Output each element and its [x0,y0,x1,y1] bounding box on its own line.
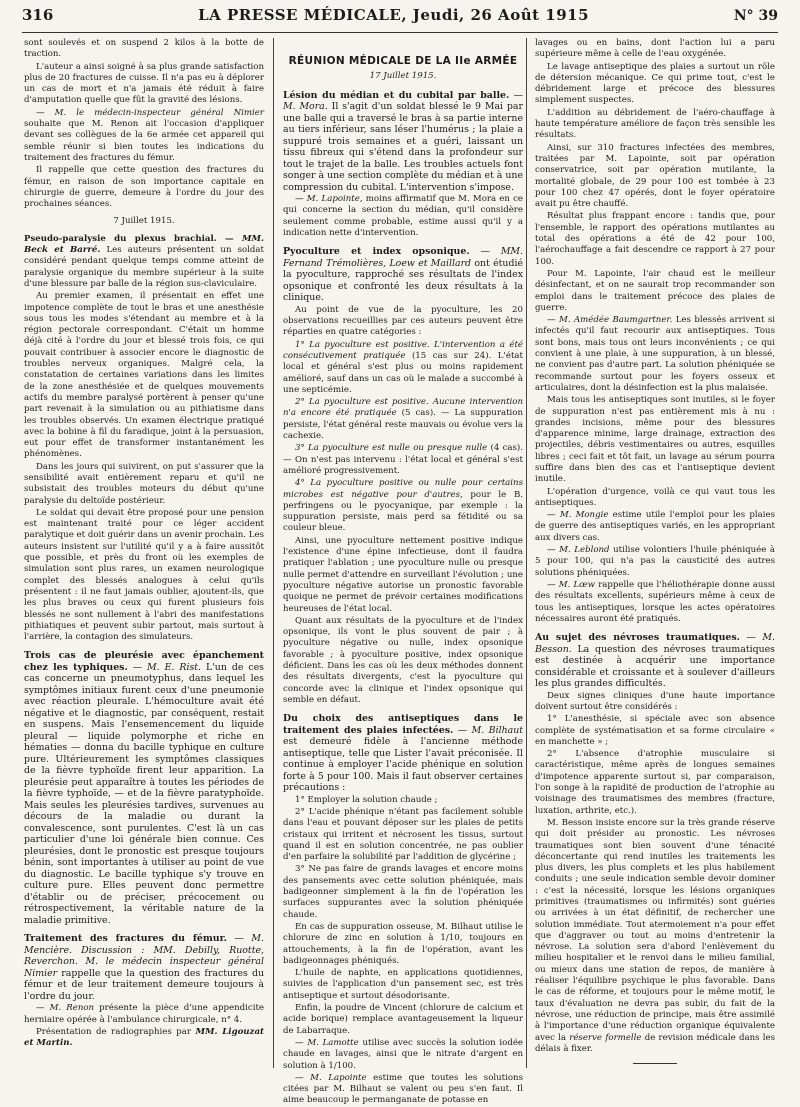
list-item-text: (5 cas). — La suppuration persiste, l'état général reste mauvais ou évolue vers la cachexie. [283,408,523,442]
speaker: — M. Amédée Baumgartner. [547,315,673,326]
paragraph: Quant aux résultats de la pyoculture et de l'index opsonique, ils vont le plus souvent de pair ; à pyoculture négative ou nulle, index opsonique favorable ; à pyoculture positive, index opsonique déficient. Dans les cas où les deux méthodes donnent des résultats divergents, c'est la pyoculture qui concorde avec la clinique et l'index opsonique qui semble en défaut. [283,615,523,705]
article [283,90,523,194]
list-item-lead: 4° La pyoculture positive ou nulle pour certains microbes est négative pour d'autres, [283,478,523,500]
paragraph-text: M. Besson insiste encore sur la très grande réserve qui doit présider au pronostic. Les névroses traumatiques sont bien souvent d'une ténacité déconcertante qui rend inutiles les traitements les plus divers, les plus complets et les plus habilement conduits ; une seule indication semble devoir dominer : c'est la nécessité, lorsque les lésions organiques primitives (traumatismes ou infirmités) sont guéries ou arrivées à un état définitif, de rechercher une solution immédiate. Tout atermoiement n'a pour effet que d'aggraver ou tout au moins d'entretenir la névrose. La solution sera d'abord l'enlèvement du milieu hospitalier et le renvoi dans le milieu familial, ou mieux dans une station de repos, de manière à réaliser l'équilibre psychique le plus favorable. Dans le cas de réforme, et toujours pour le même motif, le taux d'évaluation ne devra pas subir, du fait de la névrose, une réduction de principe, mais être assimilé à l'importance d'une réduction organique équivalente avec la [535,817,775,1043]
paragraph: Le lavage antiseptique des plaies a surtout un rôle de détersion mécanique. Ce qui prime tout, c'est le débridement large et précoce des blessures simplement suspectes. [535,61,775,106]
speaker: — M. le médecin-inspecteur général Nimier [36,107,264,118]
list-item-text: (4 cas). — On n'est pas intervenu : l'état local et général s'est amélioré progressivement. [283,443,523,476]
article [24,650,264,926]
session-date: 17 Juillet 1915. [369,71,437,82]
list-item [283,478,523,534]
article-text: rappelle que la question des fractures du fémur et de leur traitement demeure toujours à l'ordre du jour. [24,967,264,1002]
paragraph: Dans les jours qui suivirent, on put s'assurer que la sensibilité avait entièrement reparu et qu'il ne subsistait des troubles moteurs du début qu'une paralysie du deltoïde postérieur. [24,461,264,506]
speaker: — M. Mongie [547,510,609,521]
paragraph-text: moins affirmatif que M. Mora en ce qui concerne la section du médian, qu'il considère seulement comme probable, estime aussi qu'il y a indication nette d'intervention. [283,194,523,238]
issue-date: Jeudi, 26 Août 1915 [412,6,590,24]
article-authors: — M. Mencière. Discussion : MM. Debilly, Ruotte, Reverchon. M. le médecin inspecteur général Nimier [24,933,265,979]
article [283,246,523,304]
journal-name: LA PRESSE MÉDICALE, [198,6,408,24]
speaker: — M. Renon [36,1003,95,1014]
article-text: ont étudié la pyoculture, rapproché ses résultats de l'index opsonique et confronté les deux résultats à la clinique. [283,257,523,304]
paragraph: L'opération d'urgence, voilà ce qui vaut tous les antiseptiques. [535,486,775,508]
article-title: Trois cas de pleurésie avec épanchement chez les typhiques. [24,650,264,673]
paragraph: Le soldat qui devait être proposé pour une pension est maintenant traité pour ce léger accident paralytique et doit guérir dans un avenir prochain. Les auteurs insistent sur l'utilité qu'il y a à faire aussitôt que possible, et près du front où les exemples de simulation sont plus rares, un examen neurologique complet des blessés analogues à celui qu'ils présentent : il ne faut jamais oublier, ajoutent-ils, que les plus braves ou ceux qui furent plusieurs fois blessés ne sont nullement à l'abri des manifestations pithiatiques et peuvent subir partout, mais surtout à l'arrière, la contagion des simulateurs. [24,507,264,643]
paragraph: Ainsi, sur 310 fractures infectées des membres, traitées par M. Lapointe, soit par opération conservatrice, soit par opération mutilante, la mortalité globale, de 29 pour 100 est tombée à 23 pour 100 chez 47 opérés, dont le foyer opératoire avait pu être chauffé. [535,142,775,210]
paragraph: Au point de vue de la pyoculture, les 20 observations recueillies par ces auteurs peuvent être réparties en quatre catégories : [283,304,523,338]
paragraph: Enfin, la poudre de Vincent (chlorure de calcium et acide borique) remplace avantageusement la liqueur de Labarraque. [283,1003,523,1036]
list-item-lead: 1° La pyoculture est positive. L'intervention a été consécutivement pratiquée [283,339,523,361]
paragraph [535,315,775,394]
paragraph-text: estime que toutes les solutions citées par M. Bilhaut se valent ou peu s'en faut. Il aime beaucoup le permanganate de potasse en [283,1072,523,1106]
article-authors: — M. Bilhaut [453,724,524,736]
paragraph: L'auteur a ainsi soigné à sa plus grande satisfaction plus de 20 fractures de cuisse. Il n'a pas eu à déplorer un cas de mort et n'a jamais été réduit à faire d'amputation quelle que fût la gravité des lésions. [24,61,264,106]
page-number: 316 [22,6,54,24]
session-date: 7 Juillet 1915. [113,216,175,227]
paragraph: Deux signes cliniques d'une haute importance doivent surtout être considérés : [535,690,775,712]
paragraph: L'addition au débridement de l'aéro-chauffage à haute température améliore de façon très sensible les résultats. [535,107,775,141]
article-authors: — MM. Fernand Trémolières, Loew et Maillard [283,246,524,269]
article-authors: — M. E. Rist. [127,661,202,673]
end-rule [633,1063,677,1064]
speaker: — M. Lapointe, [295,194,363,205]
list-item: 1° Employer la solution chaude ; [295,794,438,805]
article-authors: — M. Mora. [283,89,523,113]
article-title: Pseudo-paralysie du plexus brachial. [24,233,217,244]
speaker: MM. Ligouzat et Martin. [24,1027,264,1049]
paragraph [24,108,264,164]
list-item [283,340,523,396]
article-title: Traitement des fractures du fémur. [24,933,227,945]
article-text: La question des névroses traumatiques est destinée à acquérir une importance considérable et croissante et à soulever d'ailleurs les plus grandes difficultés. [535,643,775,690]
article [535,632,775,690]
list-item-text: (15 cas sur 24). L'état local et général s'est plus ou moins rapidement amélioré, sauf dans un cas où le malade a succombé à une septicémie. [283,350,523,395]
paragraph-text: rappelle que l'héliothérapie donne aussi des résultats excellents, supérieurs même à ceux de tous les antiseptiques, lorsque les actes opératoires nécessaires auront été pratiqués. [535,579,775,624]
article-text: est demeuré fidèle à l'ancienne méthode antiseptique, telle que Lister l'avait préconisée. Il continue à employer l'acide phénique en solution forte à 5 pour 100. Mais il faut observer certaines précautions : [283,736,523,794]
article-authors: — MM. Beck et Barré. [24,233,264,256]
list-item-lead: 3° La pyoculture est nulle ou presque nulle [295,443,488,454]
article-title: Du choix des antiseptiques dans le traitement des plaies infectées. [283,713,523,736]
paragraph: Ainsi, une pyoculture nettement positive indique l'existence d'une épine infectieuse, dont il faudra pratiquer l'ablation ; une pyoculture nulle ou presque nulle permet d'attendre en surveillant l'évolution ; une pyoculture négative autorise un pronostic favorable quoique ne permet de prévoir certaines modifications heureuses de l'état local. [283,535,523,614]
paragraph [535,510,775,544]
column-rule-2 [526,38,527,1068]
list-item: 2° L'absence d'atrophie musculaire si caractéristique, même après de longues semaines d'impotence apparente surtout si, par comparaison, l'on songe à la rapidité de production de l'atrophie au voisinage des traumatismes des membres (fracture, luxation, arthrite, etc.). [535,749,775,816]
speaker: — M. Lapointe [295,1072,367,1083]
column-3 [535,38,775,1074]
column-1 [24,38,264,1074]
paragraph [535,580,775,625]
paragraph-text: de revision médicale dans les délais à fixer. [535,1032,775,1054]
paragraph-text: Présentation de radiographies par [36,1027,196,1038]
list-item: 1° L'anesthésie, si spéciale avec son absence complète de systématisation et sa forme circulaire « en manchette » ; [535,714,775,747]
paragraph: Il rappelle que cette question des fractures du fémur, en raison de son importance capitale en chirurgie de guerre, demeure à l'ordre du jour des prochaines séances. [24,165,264,210]
speaker: — M. Leblond [547,545,610,556]
article-text: L'un de ces cas concerne un pneumotyphus, dans lequel les symptômes initiaux furent ceux d'une pneumonie avec réaction pleurale. L'hémoculture avait été négative et le diagnostic, par conséquent, restait en suspens. Mais l'ensemencement du liquide pleural — liquide polymorphe et riche en hématies — donna du bacille typhique en culture pure. Ultérieurement les symptômes classiques de la fièvre typhoïde firent leur apparition. La pleurésie peut apparaître à toutes les périodes de la fièvre typhoïde, — et de la fièvre paratyphoïde. Mais seules les pleurésies tardives, survenues au décours de la maladie ou durant la convalescence, sont purulentes. C'est là un cas particulier d'une loi générale bien connue. Ces pleurésies, dont le pronostic est presque toujours bénin, sont importantes à utiliser au point de vue du diagnostic. Le bacille typhique s'y trouve en culture pure. Elles peuvent donc permettre d'établir ou de préciser, précocement ou rétrospectivement, la véritable nature de la maladie primitive. [24,661,264,926]
paragraph-text: utilise avec succès la solution iodée chaude en lavages, ainsi que le nitrate d'argent en solution à 1/100. [283,1037,524,1071]
paragraph [535,818,775,1055]
paragraph-text: présente la pièce d'une appendicite herniaire opérée à l'ambulance chirurgicale, n° 4. [24,1003,264,1025]
list-item-text: pour le B. perfringens ou le pyocyanique, par exemple : la suppuration persiste, mais perd sa fétidité ou sa couleur bleue. [283,489,523,534]
article [24,234,264,290]
paragraph: Mais tous les antiseptiques sont inutiles, si le foyer de suppuration n'est pas entièrement mis à nu : grandes incisions, même pour des blessures d'apparence minime, large drainage, extraction des projectiles, débris vestimentaires ou autres, esquilles libres ; ceci fait et tôt fait, un lavage au sérum pourra suffire dans bien des cas et l'antiseptique devient inutile. [535,395,775,485]
article-text: Les auteurs présentent un soldat considéré pendant quelque temps comme atteint de paralysie organique du membre supérieur à la suite d'une blessure par balle de la région sus-claviculaire. [24,245,264,289]
paragraph: Résultat plus frappant encore : tandis que, pour l'ensemble, le rapport des opérations mutilantes au total des opérations a été de 42 pour 100, l'aérochauffage a fait descendre ce rapport à 27 pour 100. [535,211,775,267]
journal-title [198,6,589,24]
paragraph [24,1027,264,1050]
article-text: Il s'agit d'un soldat blessé le 9 Mai par une balle qui a traversé le bras à sa partie interne au tiers inférieur, sans léser l'humérus ; la plaie a suppuré trois semaines et a guéri, laissant un tissu fibreux qui s'étend dans la profondeur sur tout le trajet de la balle. Les troubles actuels font songer à une section complète du médian et à une compression du cubital. L'intervention s'impose. [283,101,523,193]
paragraph [283,194,523,239]
list-item [283,443,523,477]
paragraph [24,1003,264,1026]
paragraph-text: utilise volontiers l'huile phéniquée à 5 pour 100, qui n'a pas la causticité des autres solutions phéniquées. [535,545,775,578]
article-title: Pyoculture et index opsonique. [283,246,470,258]
article [283,713,523,794]
list-item [283,397,523,442]
column-2 [283,38,524,1106]
paragraph: L'huile de naphte, en applications quotidiennes, suivies de l'application d'un pansement sec, est très antiseptique et surtout désodorisante. [283,968,523,1001]
page-header [22,6,778,33]
list-item: 2° L'acide phénique n'étant pas facilement soluble dans l'eau et pouvant déposer sur les plaies de petits cristaux qui irritent et nécrosent les tissus, surtout quand il est en solution concentrée, ne pas oublier d'en parfaire la solubilité par l'addition de glycérine ; [283,806,523,863]
paragraph-text: souhaite que M. Renon ait l'occasion d'appliquer devant ses collègues de la 6e armée cet appareil qui semble réunir si bien toutes les indications du traitement des fractures du fémur. [24,119,264,163]
paragraph [535,545,775,579]
article-title: Lésion du médian et du cubital par balle. [283,89,510,101]
article [24,933,264,1002]
paragraph [283,1073,523,1107]
column-rule-1 [273,38,274,1068]
speaker: — M. Lœw [547,579,596,590]
paragraph-text: estime utile l'emploi pour les plaies de guerre des antiseptiques variés, en les appropriant aux divers cas. [535,510,776,543]
paragraph-text: Les blessés arrivent si infectés qu'il faut recourir aux antiseptiques. Tous sont bons, mais tous ont leurs inconvénients ; ce qui convient à une plaie, à une suppuration, à un blessé, ne convient pas d'autre part. La solution phéniquée se recommande surtout pour les foyers osseux et articulaires, dont la désinfection est la plus malaisée. [535,315,775,393]
list-item: 3° Ne pas faire de grands lavages et encore moins des pansements avec cette solution phéniquée, mais badigeonner simplement à la fin de l'opération les surfaces suppurantes avec la solution phéniquée chaude. [283,864,523,920]
article-authors: — M. Besson. [535,632,775,655]
paragraph: Pour M. Lapointe, l'air chaud est le meilleur désinfectant, et on ne saurait trop recommander son emploi dans le traitement précoce des plaies de guerre. [535,268,775,313]
paragraph: Au premier examen, il présentait en effet une impotence complète de tout le bras et une anesthésie sous tous les modes s'étendant au membre et à la région pectorale correspondant. C'était un homme déjà cité à l'ordre du jour et blessé trois fois, ce qui pouvait contribuer à associer encore le diagnostic de troubles nerveux organiques. Malgré cela, la constatation de certaines variations dans les limites de la zone anesthésiée et de quelques mouvements actifs du membre paralysé portèrent à penser qu'une part revenait à la simulation ou au pithiatisme dans les troubles observés. Un examen électrique pratiqué avec la bobine à fil du faradique, joint à la persuasion, eut pour effet de transformer instantanément les phénomènes. [24,291,264,460]
paragraph: En cas de suppuration osseuse, M. Bilhaut utilise le chlorure de zinc en solution à 1/10, toujours en attouchements, à la fin de l'opération, avant les badigeonnages phéniqués. [283,921,523,966]
section-title: RÉUNION MÉDICALE DE LA IIe ARMÉE [288,55,518,67]
paragraph: sont soulevés et on suspend 2 kilos à la botte de traction. [24,38,264,60]
list-item-lead: 2° La pyoculture est positive. Aucune intervention n'a encore été pratiquée [283,397,523,419]
emphasis: réserve formelle [569,1032,642,1043]
paragraph [283,1038,523,1072]
issue-number: N° 39 [733,8,778,24]
article-title: Au sujet des névroses traumatiques. [535,632,740,644]
paragraph: lavages ou en bains, dont l'action lui a paru supérieure même à celle de l'eau oxygénée. [535,38,775,60]
speaker: — M. Lamotte [295,1037,359,1048]
